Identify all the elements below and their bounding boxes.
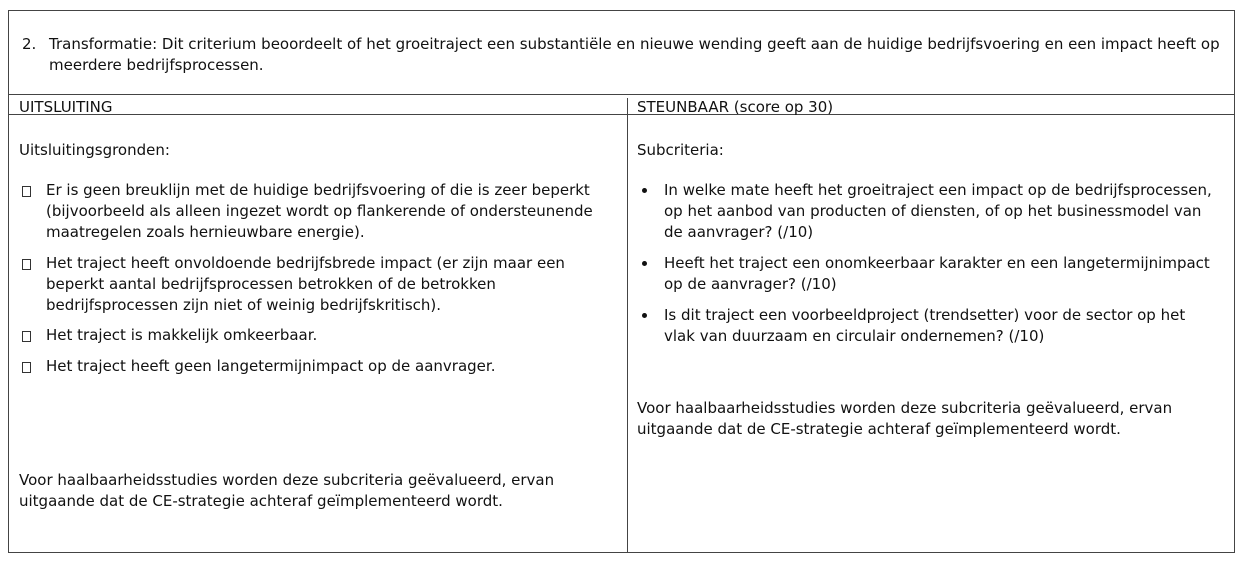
checkbox-icon <box>22 362 31 373</box>
exclusion-item: Er is geen breuklijn met de huidige bedrijfsvoering of die is zeer beperkt (bijvoorbeeld als alleen ingezet wordt op flankerende of ondersteunende maatregelen zoals hernieuwbare energie). <box>46 181 593 241</box>
bullet-icon <box>642 261 647 266</box>
bullet-icon <box>642 313 647 318</box>
header-divider <box>9 114 1234 115</box>
subcriterion-item: Is dit traject een voorbeeldproject (trendsetter) voor de sector op het vlak van duurzaam en circulair ondernemen? (/10) <box>664 306 1186 345</box>
criterion-description: Transformatie: Dit criterium beoordeelt of het groeitraject een substantiële en nieuwe wending geeft aan de huidige bedrijfsvoering en een impact heeft op meerdere bedrijfsprocessen. <box>49 35 1220 74</box>
exclusion-item: Het traject is makkelijk omkeerbaar. <box>46 326 318 344</box>
supportable-header: STEUNBAAR (score op 30) <box>637 98 834 116</box>
checkbox-icon <box>22 331 31 342</box>
bullet-icon <box>642 188 647 193</box>
subcriteria-note: Voor haalbaarheidsstudies worden deze subcriteria geëvalueerd, ervan uitgaande dat de CE-strategie achteraf geïmplementeerd wordt. <box>637 399 1173 438</box>
row-divider <box>9 94 1234 95</box>
exclusion-item: Het traject heeft geen langetermijnimpact op de aanvrager. <box>46 357 496 375</box>
checkbox-icon <box>22 186 31 197</box>
exclusion-item: Het traject heeft onvoldoende bedrijfsbrede impact (er zijn maar een beperkt aantal bedrijfsprocessen betrokken of de betrokken bedrijfsprocessen zijn niet of weinig bedrijfskritisch). <box>46 254 565 314</box>
column-divider <box>627 98 628 552</box>
subcriterion-item: In welke mate heeft het groeitraject een impact op de bedrijfsprocessen, op het aanbod van producten of diensten, of op het businessmodel van de aanvrager? (/10) <box>664 181 1212 241</box>
criterion-number: 2. <box>22 35 37 53</box>
exclusion-intro: Uitsluitingsgronden: <box>19 141 170 159</box>
exclusion-note: Voor haalbaarheidsstudies worden deze subcriteria geëvalueerd, ervan uitgaande dat de CE-strategie achteraf geïmplementeerd wordt. <box>19 471 555 510</box>
subcriterion-item: Heeft het traject een onomkeerbaar karakter en een langetermijnimpact op de aanvrager? (/10) <box>664 254 1210 293</box>
exclusion-header: UITSLUITING <box>19 98 113 116</box>
criteria-table <box>8 10 1235 553</box>
subcriteria-intro: Subcriteria: <box>637 141 724 159</box>
checkbox-icon <box>22 259 31 270</box>
